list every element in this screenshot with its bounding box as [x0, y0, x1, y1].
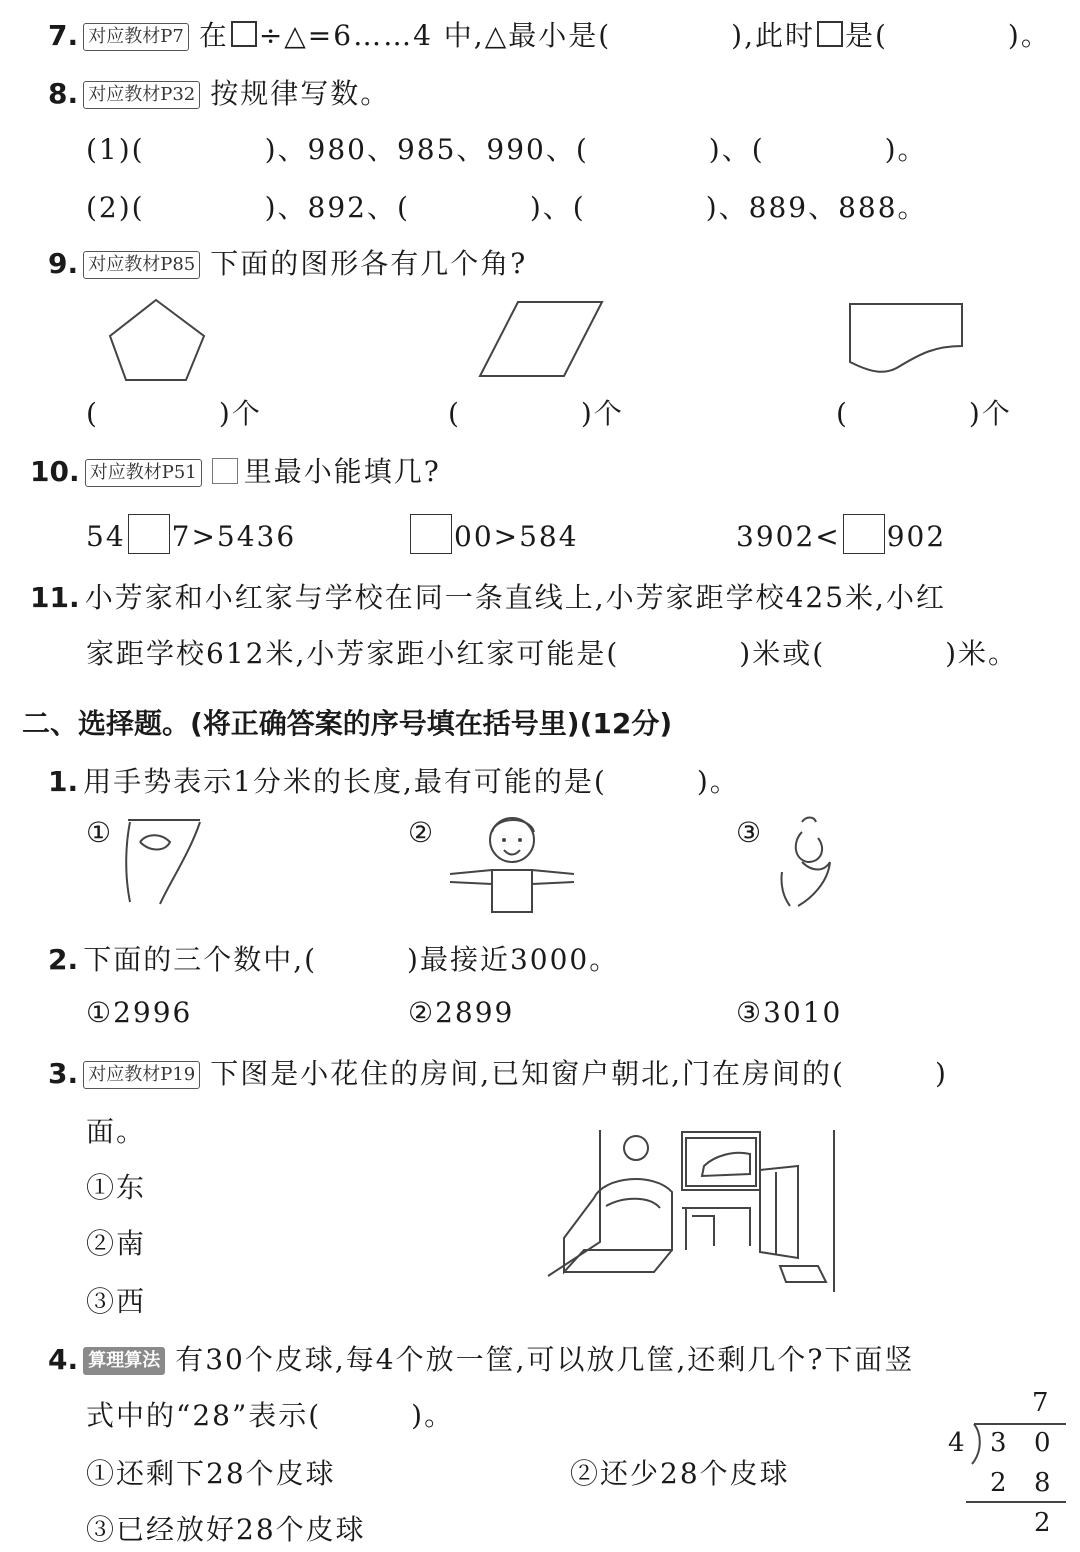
question-text: 按规律写数。: [210, 77, 391, 110]
question-11: [30, 576, 946, 616]
option-1: ①东: [86, 1171, 147, 1204]
answer-box[interactable]: [128, 514, 170, 554]
sub-question-1: (1)( )、980、985、990、( )、( )。: [86, 133, 928, 166]
inequality-text: 902: [886, 520, 947, 553]
question-number: 8.: [48, 77, 79, 110]
answer-blank-2: ( )个: [448, 397, 624, 430]
question-number: 4.: [48, 1343, 79, 1376]
question-10: [30, 450, 441, 490]
inequality-text: 54: [86, 520, 126, 553]
option-2: ②南: [86, 1227, 147, 1260]
quotient: 7: [1032, 1388, 1049, 1418]
option-2: ②还少28个皮球: [570, 1457, 790, 1490]
division-bracket: [936, 1384, 1076, 1544]
question-number: 7.: [48, 19, 79, 52]
choice-question-1: [48, 760, 740, 800]
option-3-label: ③: [736, 816, 764, 849]
answer-box[interactable]: [410, 514, 452, 554]
inequality-text: 7>5436: [171, 520, 297, 553]
shape-figures: [100, 292, 1040, 392]
sub-question-2: (2)( )、892、( )、( )、889、888。: [86, 191, 928, 224]
question-number: 10.: [30, 455, 80, 488]
remainder: 2: [1034, 1508, 1051, 1538]
long-division: [936, 1384, 1076, 1544]
option-1: ①2996: [86, 996, 193, 1029]
question-8: [48, 72, 390, 112]
inequality-2: [408, 514, 579, 554]
square-symbol: [817, 21, 843, 47]
question-text-line2: 面。: [86, 1115, 147, 1148]
textbook-tag: 对应教材P7: [83, 23, 189, 51]
square-symbol: [231, 21, 257, 47]
pentagon-shape: [110, 300, 204, 380]
question-text: ÷△=6……4 中,△最小是( ),此时: [258, 19, 815, 52]
question-9: [48, 242, 527, 282]
textbook-tag: 对应教材P85: [83, 251, 200, 279]
dividend-digit: 0: [1034, 1428, 1051, 1458]
question-number: 9.: [48, 247, 79, 280]
box-symbol: [212, 458, 238, 484]
inequality-text: 00>584: [454, 520, 579, 553]
product-digit: 8: [1034, 1468, 1051, 1498]
question-text: 下图是小花住的房间,已知窗户朝北,门在房间的( ): [210, 1057, 948, 1090]
parallelogram-shape: [480, 302, 602, 376]
question-text: 小芳家和小红家与学校在同一条直线上,小芳家距学校425米,小红: [84, 581, 946, 614]
choice-question-2: [48, 938, 619, 978]
inequality-3: [736, 514, 946, 554]
question-text-line2: 家距学校612米,小芳家距小红家可能是( )米或( )米。: [86, 637, 1019, 670]
option-2: ②2899: [408, 996, 515, 1029]
curved-shape: [850, 304, 962, 372]
choice-question-4: [48, 1338, 914, 1378]
question-text-line2: 式中的“28”表示( )。: [86, 1399, 455, 1432]
question-text: 是( )。: [844, 19, 1051, 52]
question-number: 11.: [30, 581, 80, 614]
question-number: 3.: [48, 1057, 79, 1090]
question-7: [48, 14, 1051, 54]
question-text: 用手势表示1分米的长度,最有可能的是( )。: [83, 765, 740, 798]
question-number: 1.: [48, 765, 79, 798]
question-text: 在: [198, 19, 229, 52]
child-arms-out-image: [446, 812, 580, 916]
question-text: 下面的图形各有几个角?: [210, 247, 528, 280]
question-text: 下面的三个数中,( )最接近3000。: [83, 943, 620, 976]
inequality-1: [86, 514, 296, 554]
divisor: 4: [948, 1428, 965, 1458]
option-3: ③西: [86, 1285, 147, 1318]
inequality-text: 3902<: [736, 520, 841, 553]
option-1: ①还剩下28个皮球: [86, 1457, 336, 1490]
hand-gesture-1-image: [120, 812, 220, 908]
method-tag: 算理算法: [83, 1347, 165, 1375]
question-text: 里最小能填几?: [243, 455, 441, 488]
product-digit: 2: [990, 1468, 1007, 1498]
section-title: 二、选择题。(将正确答案的序号填在括号里)(12分): [22, 707, 673, 740]
answer-blank-1: ( )个: [86, 397, 262, 430]
option-2-label: ②: [408, 816, 436, 849]
option-3: ③已经放好28个皮球: [86, 1513, 366, 1546]
answer-box[interactable]: [843, 514, 885, 554]
option-1-label: ①: [86, 816, 114, 849]
question-text: 有30个皮球,每4个放一筐,可以放几筐,还剩几个?下面竖: [175, 1343, 915, 1376]
choice-question-3: [48, 1052, 948, 1092]
bedroom-image: [544, 1126, 840, 1296]
textbook-tag: 对应教材P51: [85, 459, 202, 487]
dividend-digit: 3: [990, 1428, 1007, 1458]
hand-gesture-3-image: [772, 812, 842, 908]
option-3: ③3010: [736, 996, 843, 1029]
question-number: 2.: [48, 943, 79, 976]
answer-blank-3: ( )个: [836, 397, 1012, 430]
textbook-tag: 对应教材P19: [83, 1061, 200, 1089]
textbook-tag: 对应教材P32: [83, 81, 200, 109]
